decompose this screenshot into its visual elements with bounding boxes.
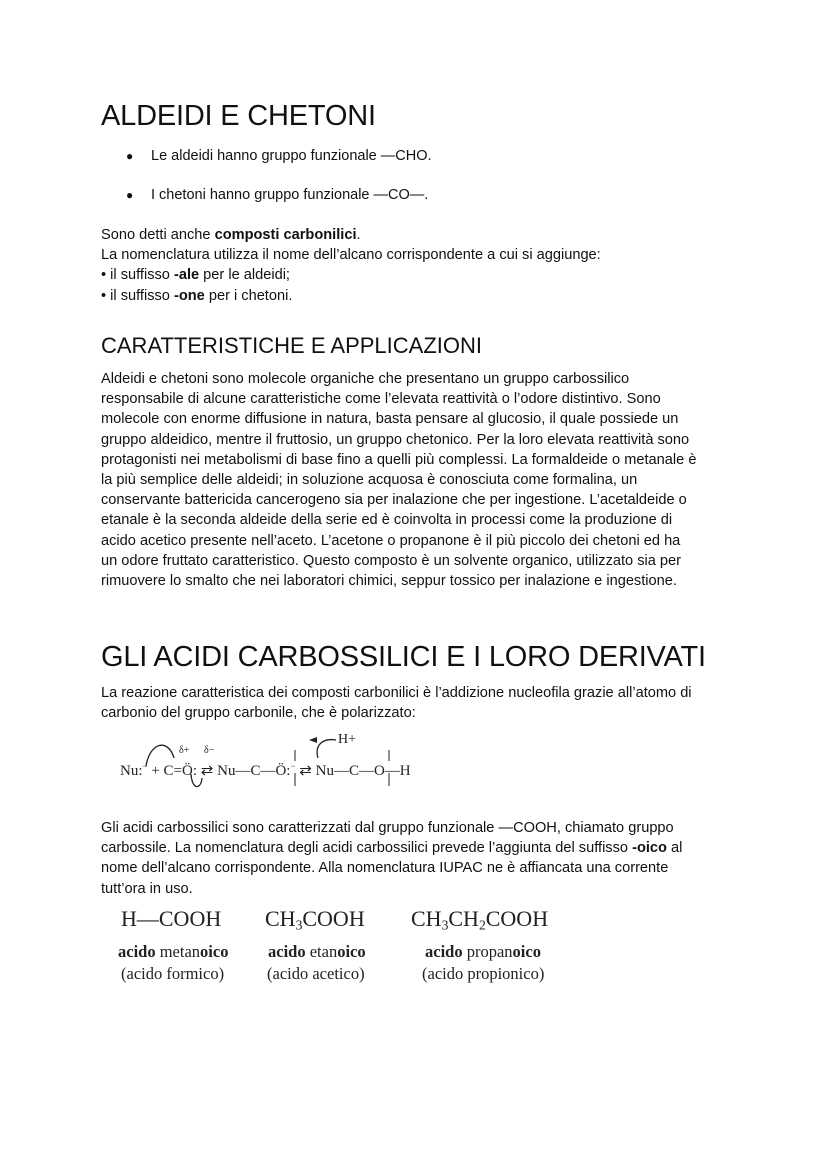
text-line: molecole con enorme diffusione in natura, basta pensare al glucosio, il quale possiede un bbox=[101, 411, 679, 428]
text-line: conservante battericida cancerogeno sia per inalazione che per ingestione. L’acetaldeide o bbox=[101, 492, 687, 509]
heading-caratteristiche: CARATTERISTICHE E APPLICAZIONI bbox=[101, 333, 482, 358]
text-line: etanale è la seconda aldeide della serie ed è coinvolta in processi come la produzione di bbox=[101, 512, 673, 529]
text-line: carbossile. La nomenclatura degli acidi carbossilici prevede l’aggiunta del suffisso -oico al bbox=[101, 840, 683, 857]
delta-plus-label: δ+ bbox=[179, 745, 190, 756]
paragraph-caratteristiche bbox=[101, 369, 731, 591]
curved-arrow-icon bbox=[317, 740, 336, 758]
heading-aldeidi-chetoni: ALDEIDI E CHETONI bbox=[101, 100, 376, 132]
common-name-acido-propionico: (acido propionico) bbox=[422, 964, 545, 983]
text-line: la più semplice delle aldeidi; in soluzione acquosa è conosciuta come formalina, un bbox=[101, 472, 638, 489]
arrow-head-icon bbox=[309, 737, 317, 743]
paragraph-reazione-intro bbox=[101, 683, 731, 723]
text-line: • il suffisso -ale per le aldeidi; bbox=[101, 267, 290, 284]
bullet-item-aldeidi: ● Le aldeidi hanno gruppo funzionale —CHO. bbox=[126, 148, 432, 164]
text-line: nome dell’alcano corrispondente. Alla nomenclatura IUPAC ne è affiancata una corrente bbox=[101, 860, 669, 877]
formula-acido-propionico: $CH_3CH_2COOH$ bbox=[411, 906, 549, 933]
text-line: carbonio del gruppo carbonile, che è polarizzato: bbox=[101, 705, 416, 722]
paragraph-composti-carbonilici bbox=[101, 225, 731, 306]
text-line: acido acetico presente nell’aceto. L’acetone o propanone è il più piccolo dei chetoni ed ha bbox=[101, 532, 681, 549]
name-acido-propanoico: acido propanoico bbox=[425, 942, 541, 961]
text-line: Sono detti anche composti carbonilici. bbox=[101, 227, 361, 243]
delta-minus-label: δ− bbox=[204, 745, 215, 756]
name-acido-metanoico: acido metanoico bbox=[118, 942, 229, 961]
common-name-acido-formico: (acido formico) bbox=[121, 964, 225, 983]
reaction-equation: Nu:− + C=Ö: ⇄ Nu—C—Ö:− ⇄ Nu—C—O—H bbox=[120, 761, 411, 779]
text-line: • il suffisso -one per i chetoni. bbox=[101, 287, 293, 304]
heading-acidi-carbossilici: GLI ACIDI CARBOSSILICI E I LORO DERIVATI bbox=[101, 641, 706, 673]
formula-acido-acetico: $CH_3COOH$ bbox=[265, 906, 365, 933]
text-line: La reazione caratteristica dei composti carbonilici è l’addizione nucleofila grazie all’atomo di bbox=[101, 685, 692, 701]
text-line: protagonisti nei metabolismi di base fino a quelli più complessi. La formaldeide o metanale è bbox=[101, 451, 697, 468]
bullet-dot-icon: ● bbox=[126, 188, 134, 202]
text-line: Aldeidi e chetoni sono molecole organiche che presentano un gruppo carbossilico bbox=[101, 371, 630, 387]
text-line: rimuovere lo smalto che nei laboratori chimici, seppur tossico per inalazione e ingestione. bbox=[101, 573, 677, 590]
bullet-item-chetoni: ● I chetoni hanno gruppo funzionale —CO—. bbox=[126, 187, 429, 203]
text-line: tutt’ora in uso. bbox=[101, 880, 193, 897]
text-line: La nomenclatura utilizza il nome dell’alcano corrispondente a cui si aggiunge: bbox=[101, 247, 601, 264]
proton-label: H+ bbox=[338, 732, 357, 747]
text-line: gruppo aldeidico, mentre il fruttosio, un gruppo chetonico. Per la loro elevata reattività sono bbox=[101, 431, 690, 448]
text-line: un odore fruttato caratteristico. Questo composto è un solvente organico, utilizzato sia per bbox=[101, 552, 682, 569]
name-acido-etanoico: acido etanoico bbox=[268, 942, 366, 961]
formula-acido-formico: H—COOH bbox=[121, 906, 222, 931]
reaction-scheme bbox=[100, 728, 480, 800]
text-line: responsabile di alcune caratteristiche come l’elevata reattività o l’odore distintivo. Sono bbox=[101, 391, 661, 408]
text-line: Gli acidi carbossilici sono caratterizzati dal gruppo funzionale —COOH, chiamato gruppo bbox=[101, 820, 674, 836]
bullet-dot-icon: ● bbox=[126, 149, 134, 163]
paragraph-acidi-carbossilici bbox=[101, 818, 731, 899]
common-name-acido-acetico: (acido acetico) bbox=[267, 964, 365, 983]
